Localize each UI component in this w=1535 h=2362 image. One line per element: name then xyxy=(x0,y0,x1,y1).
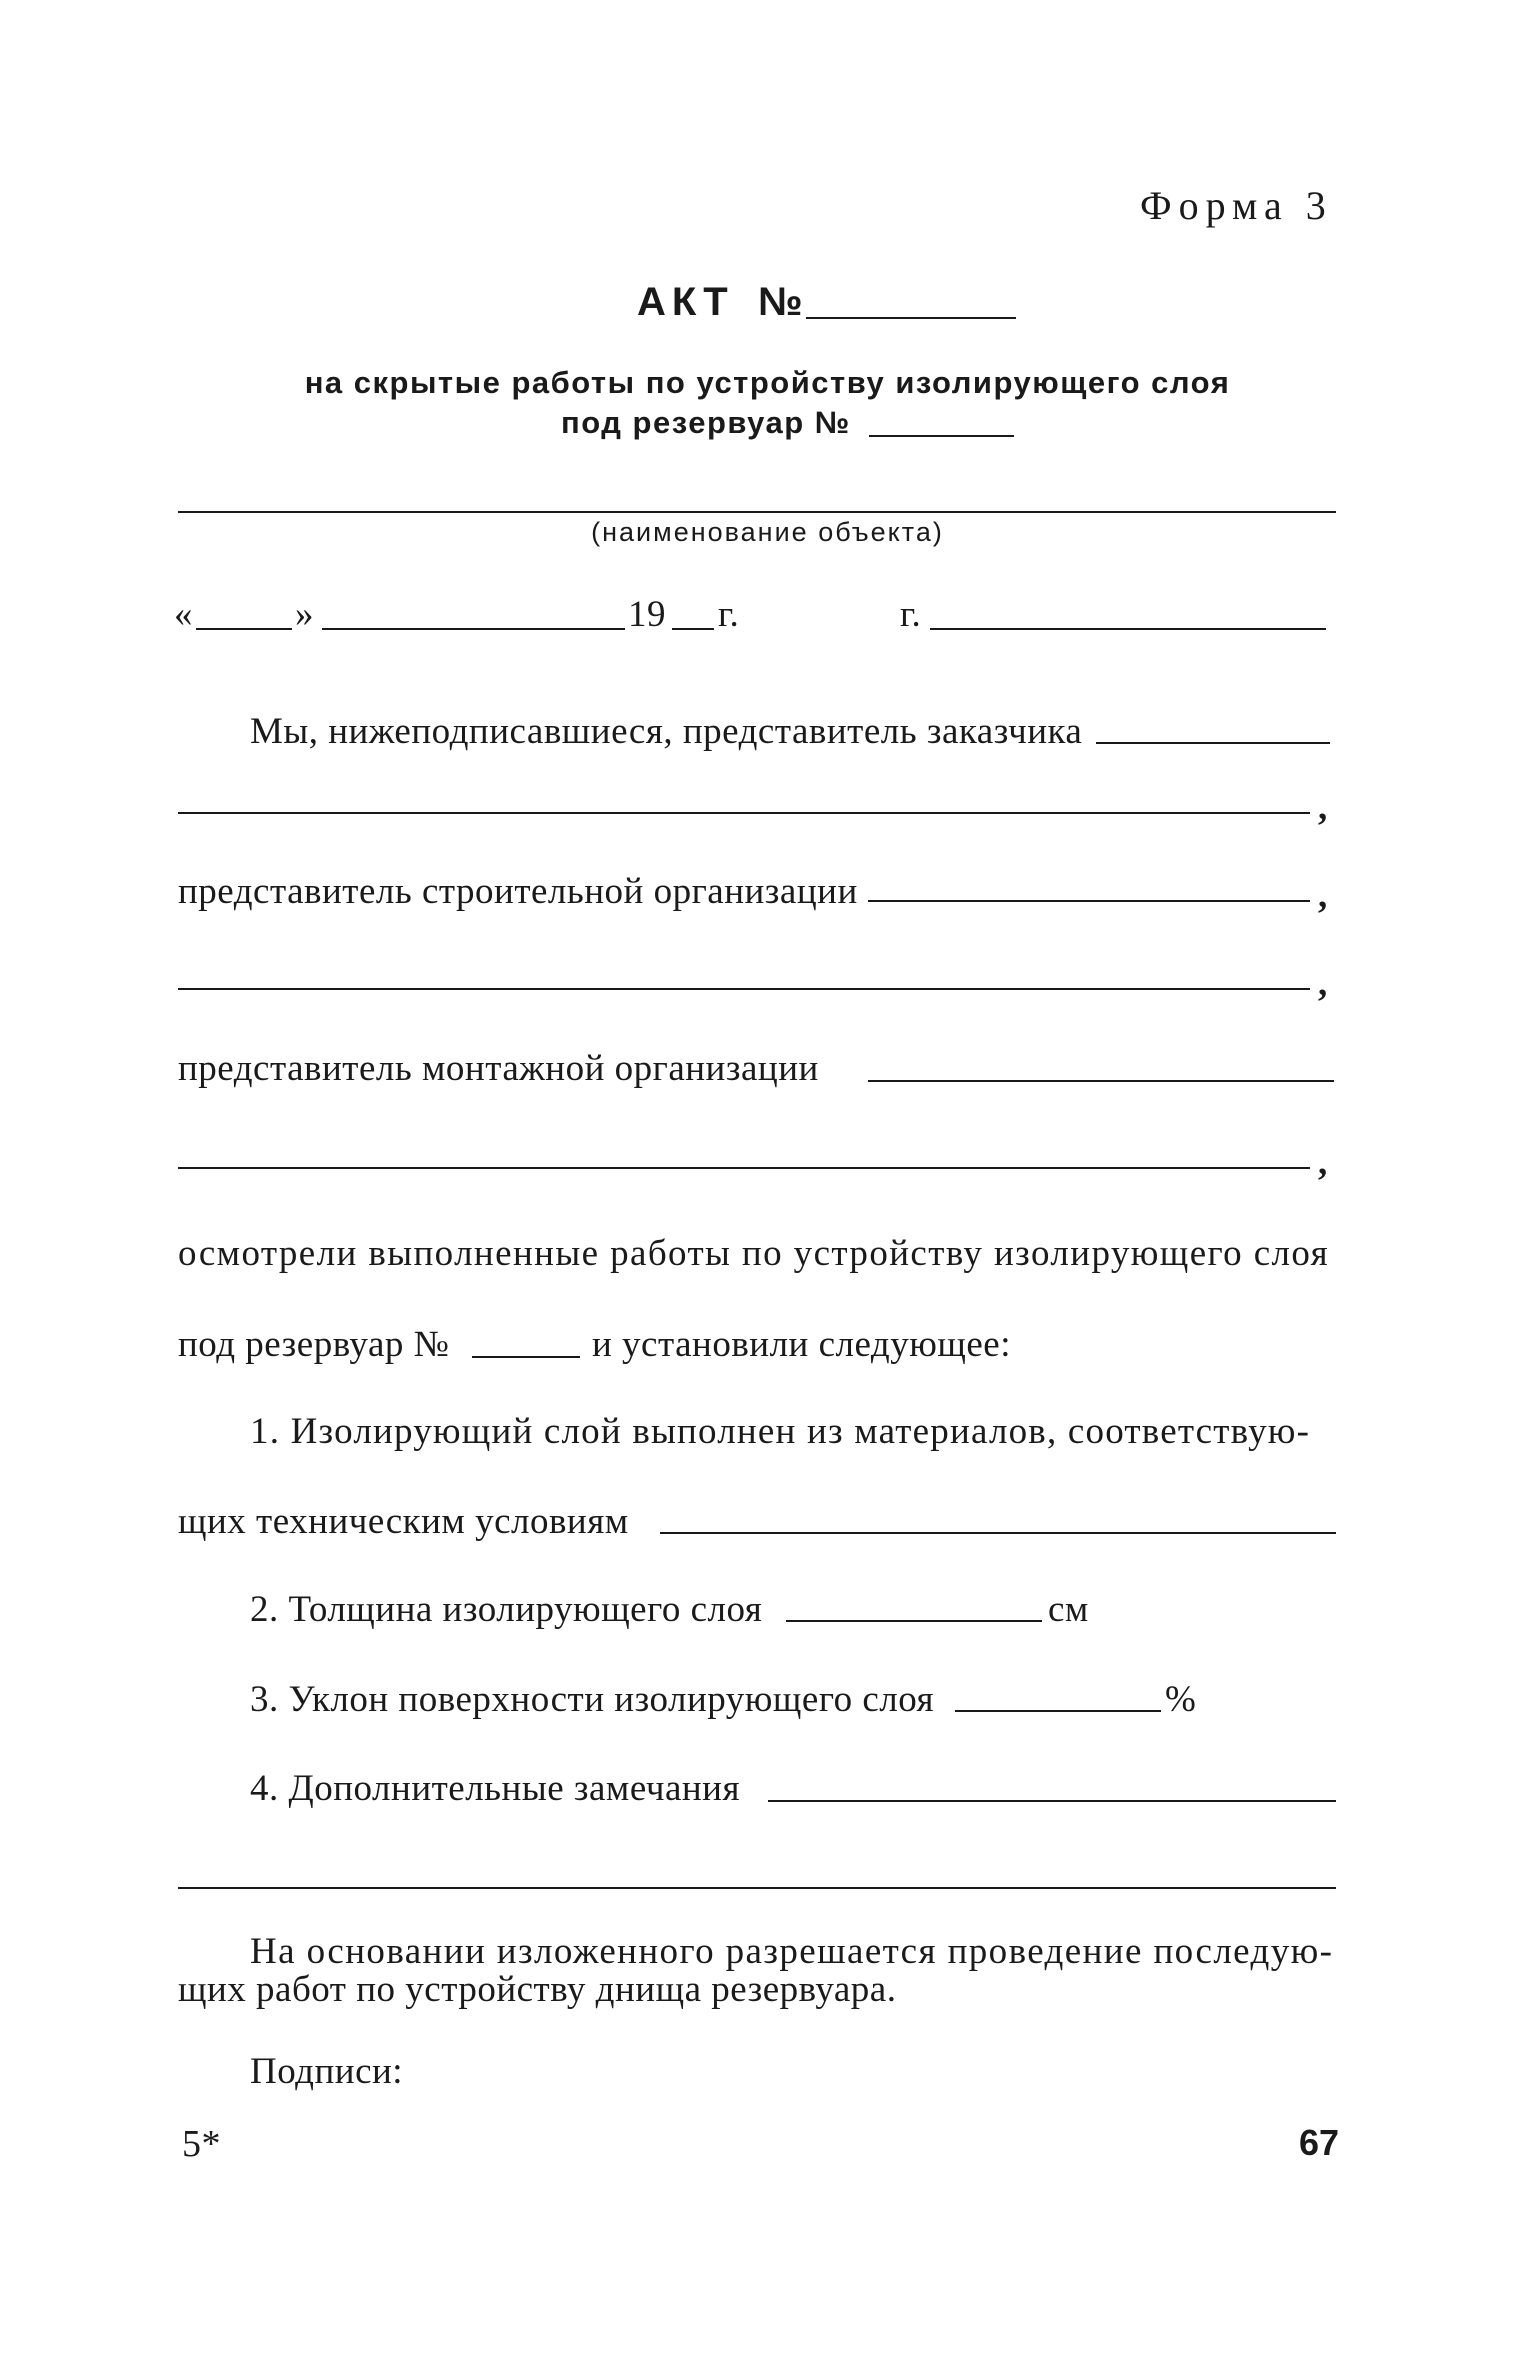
item2-thickness-field[interactable] xyxy=(786,1620,1042,1622)
item3-slope-field[interactable] xyxy=(955,1710,1161,1712)
installation-rep-label: представитель монтажной организации xyxy=(178,1048,819,1089)
act-number-sign: № xyxy=(758,280,803,324)
construction-rep-label: представитель строительной организации xyxy=(178,871,858,912)
date-quote-open: « xyxy=(174,594,193,635)
inspected-line2-suffix: и установили следующее: xyxy=(592,1324,1012,1365)
page-number: 67 xyxy=(1299,2122,1340,2163)
installation-rep-field-cont[interactable] xyxy=(178,1167,1310,1169)
form-label: Форма 3 xyxy=(1140,183,1333,228)
customer-rep-label: Мы, нижеподписавшиеся, представитель заказчика xyxy=(250,711,1083,752)
conclusion-line2: щих работ по устройству днища резервуара. xyxy=(178,1969,897,2010)
inspected-reservoir-number-field[interactable] xyxy=(472,1356,580,1358)
comma: , xyxy=(1318,1142,1328,1183)
comma: , xyxy=(1318,963,1328,1004)
date-day-field[interactable] xyxy=(196,628,292,630)
act-number-field[interactable] xyxy=(806,317,1016,319)
object-name-field[interactable] xyxy=(178,511,1336,513)
object-caption: (наименование объекта) xyxy=(591,517,944,547)
item1-field[interactable] xyxy=(660,1532,1336,1534)
date-month-field[interactable] xyxy=(322,628,625,630)
inspected-line1: осмотрели выполненные работы по устройству изолирующего слоя xyxy=(178,1233,1330,1274)
act-subtitle-line2: под резервуар № xyxy=(561,405,851,440)
date-quote-close: » xyxy=(295,594,314,635)
installation-rep-field[interactable] xyxy=(868,1080,1334,1082)
item1-line2: щих техническим условиям xyxy=(178,1501,629,1542)
date-year-field[interactable] xyxy=(672,628,714,630)
construction-rep-field-cont[interactable] xyxy=(178,988,1310,990)
inspected-line2-prefix: под резервуар № xyxy=(178,1324,450,1365)
customer-rep-field[interactable] xyxy=(1096,742,1330,744)
item4-label: 4. Дополнительные замечания xyxy=(250,1768,740,1809)
city-field[interactable] xyxy=(930,628,1326,630)
city-prefix: г. xyxy=(900,594,922,635)
date-year-suffix: г. xyxy=(718,594,740,635)
reservoir-number-field[interactable] xyxy=(869,435,1014,437)
date-year-prefix: 19 xyxy=(628,594,666,635)
act-subtitle-line1: на скрытые работы по устройству изолирующего слоя xyxy=(304,365,1231,400)
item2-unit: см xyxy=(1048,1589,1089,1630)
footer-signature-mark: 5* xyxy=(182,2123,221,2165)
comma: , xyxy=(1318,875,1328,916)
item1-line1: 1. Изолирующий слой выполнен из материалов, соответствую- xyxy=(250,1411,1311,1452)
comma: , xyxy=(1318,787,1328,828)
customer-rep-field-cont[interactable] xyxy=(178,812,1310,814)
item4-remarks-field-cont[interactable] xyxy=(178,1887,1336,1889)
item3-unit: % xyxy=(1165,1679,1197,1720)
conclusion-line1: На основании изложенного разрешается проведение последую- xyxy=(250,1931,1334,1972)
signatures-label: Подписи: xyxy=(250,2051,404,2092)
act-title: АКТ xyxy=(637,280,734,324)
item4-remarks-field[interactable] xyxy=(768,1800,1336,1802)
item3-label: 3. Уклон поверхности изолирующего слоя xyxy=(250,1679,935,1720)
item2-label: 2. Толщина изолирующего слоя xyxy=(250,1589,763,1630)
construction-rep-field[interactable] xyxy=(868,900,1310,902)
